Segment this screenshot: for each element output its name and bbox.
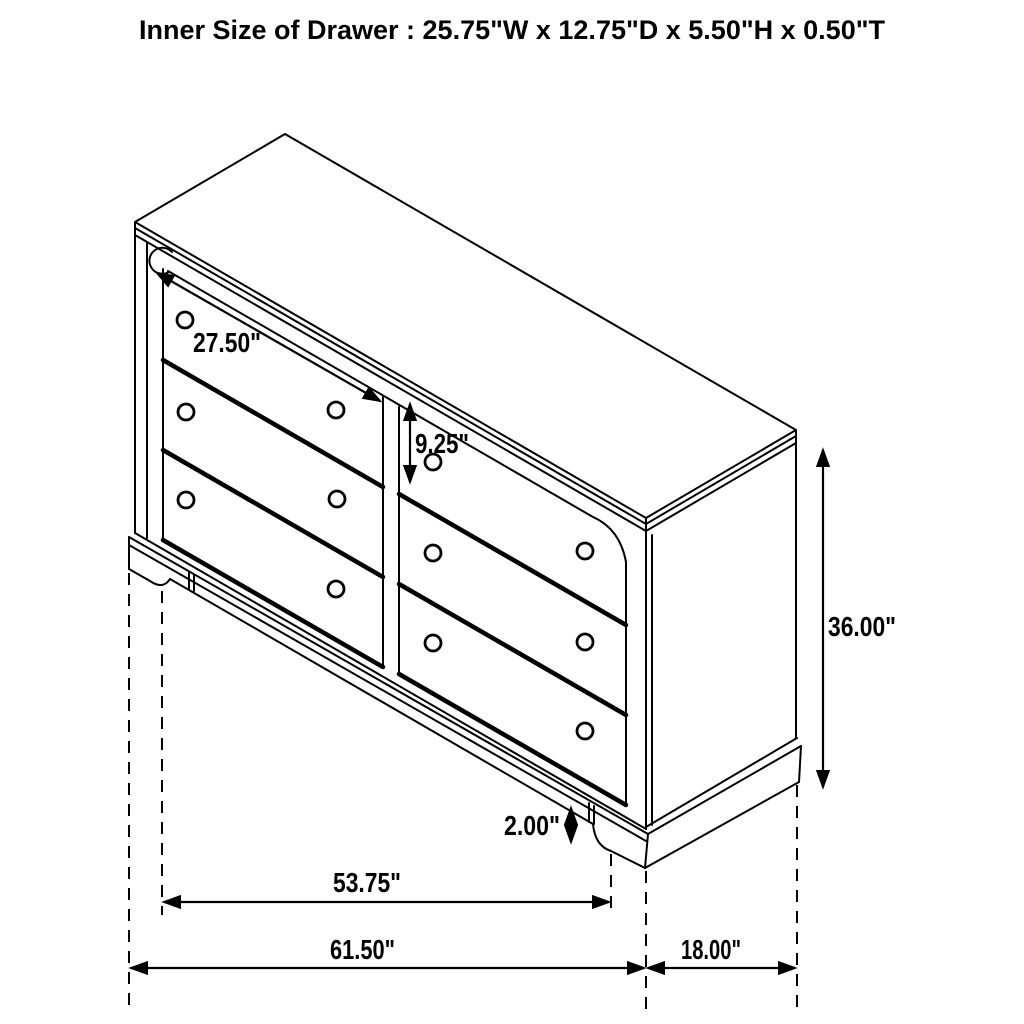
drawer-knob xyxy=(328,581,344,597)
dim-label-overall-width: 61.50" xyxy=(330,934,395,965)
drawer-knob xyxy=(328,402,344,418)
drawer-knob xyxy=(577,634,593,650)
dimension-arrows xyxy=(131,273,823,968)
drawer-knob xyxy=(577,543,593,559)
dim-label-overall-height: 36.00" xyxy=(828,611,896,642)
dim-label-drawer-width: 27.50" xyxy=(193,327,261,358)
dresser-outline xyxy=(129,134,801,868)
dim-label-between-feet: 53.75" xyxy=(333,867,401,898)
left-foot-arch xyxy=(150,579,170,585)
drawer-knob xyxy=(329,491,345,507)
base-back-right-edge xyxy=(799,746,801,782)
drawer-knobs xyxy=(177,312,593,739)
left-foot-bottom xyxy=(129,569,150,581)
drawer-knob xyxy=(425,635,441,651)
dim-label-top-drawer-height: 9.25" xyxy=(415,428,469,459)
page-title: Inner Size of Drawer : 25.75"W x 12.75"D x 5.50"H x 0.50"T xyxy=(138,15,886,45)
drawer-knob xyxy=(178,404,194,420)
right-foot-bottom xyxy=(611,851,645,868)
dim-arrow-drawer-width xyxy=(157,273,380,401)
drawer-knob xyxy=(178,492,194,508)
base-bottom-side-edge xyxy=(645,782,799,868)
base-arch-rail-bottom xyxy=(170,579,593,824)
case-bottom-side-edge xyxy=(646,738,797,827)
right-foot-arch xyxy=(593,824,611,851)
drawer-knob xyxy=(177,312,193,328)
dim-label-base-height: 2.00" xyxy=(504,810,560,841)
base-top-edge xyxy=(129,537,801,834)
top-slab-edge-mid xyxy=(135,228,796,524)
dimension-labels xyxy=(193,327,896,965)
top-face xyxy=(135,134,796,518)
dim-label-overall-depth: 18.00" xyxy=(681,934,741,965)
drawer-knob xyxy=(577,723,593,739)
drawer-knob xyxy=(425,545,441,561)
right-foot-front-edge xyxy=(645,834,648,868)
corner-scroll-detail xyxy=(149,248,172,274)
